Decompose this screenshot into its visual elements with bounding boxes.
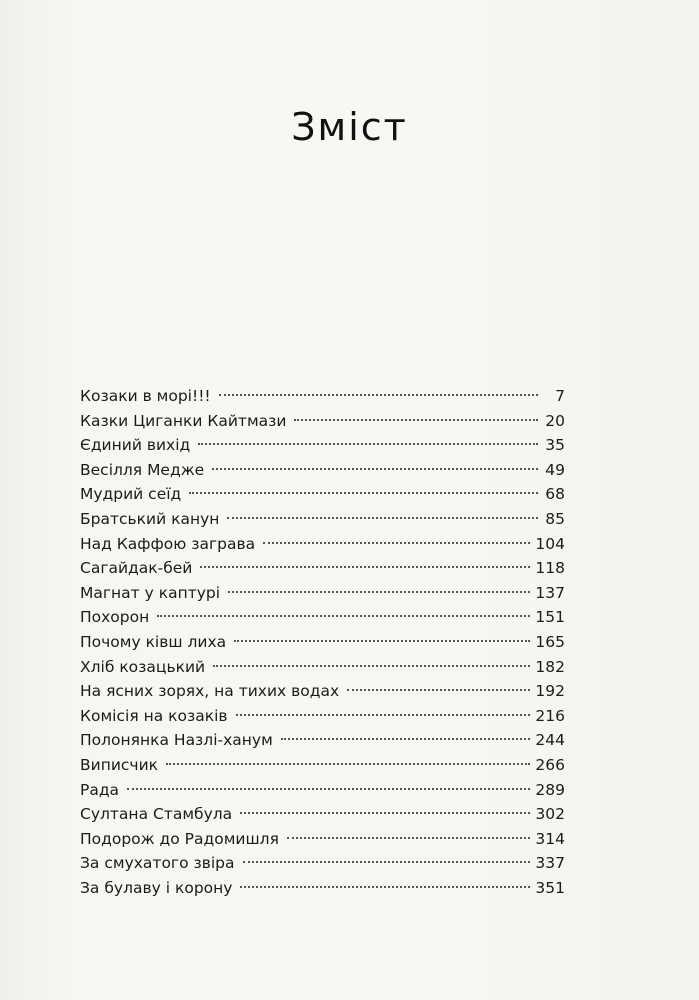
toc-entry-title: Єдиний вихід — [80, 436, 191, 455]
toc-entry-title: Почому ківш лиха — [80, 632, 227, 651]
toc-dot-leader — [189, 492, 538, 494]
toc-entry-page-number: 289 — [535, 780, 565, 799]
toc-entry-title: За смухатого звіра — [80, 854, 235, 873]
toc-dot-leader — [263, 542, 530, 544]
toc-dot-leader — [294, 419, 538, 421]
toc-entry-page-number: 192 — [535, 682, 565, 701]
page-title: Зміст — [291, 105, 408, 149]
toc-entry-title: Рада — [80, 780, 120, 799]
toc-dot-leader — [347, 689, 530, 691]
toc-dot-leader — [198, 443, 538, 445]
toc-entry-title: Магнат у каптурі — [80, 583, 221, 602]
toc-entry-page-number: 151 — [535, 608, 565, 627]
toc-entry-page-number: 7 — [555, 387, 565, 405]
toc-entry-title: Султана Стамбула — [80, 805, 233, 824]
toc-entry-title: Комісія на козаків — [80, 706, 228, 725]
toc-dot-leader — [243, 861, 531, 863]
toc-dot-leader — [166, 763, 530, 765]
toc-entry-title: Братський канун — [80, 509, 220, 528]
toc-dot-leader — [287, 837, 531, 839]
toc-entry — [80, 704, 565, 729]
toc-entry-page-number: 302 — [535, 805, 565, 824]
toc-dot-leader — [281, 738, 531, 740]
toc-dot-leader — [234, 640, 530, 642]
toc-entry — [80, 679, 565, 704]
toc-entry — [80, 482, 565, 507]
toc-dot-leader — [240, 812, 530, 814]
toc-entry-title: Весілля Медже — [80, 460, 205, 479]
toc-entry-page-number: 85 — [545, 509, 565, 528]
toc-entry-page-number: 266 — [535, 755, 565, 774]
toc-entry-title: Козаки в морі!!! — [80, 387, 211, 405]
toc-entry-title: За булаву і корону — [80, 878, 233, 897]
toc-dot-leader — [227, 517, 538, 519]
toc-entry — [80, 778, 565, 803]
toc-entry-page-number: 35 — [545, 436, 565, 455]
toc-dot-leader — [219, 394, 538, 396]
toc-entry-title: Над Каффою заграва — [80, 534, 256, 553]
toc-entry-title: Подорож до Радомишля — [80, 829, 279, 848]
toc-entry — [80, 605, 565, 630]
toc-entry-title: Мудрий сеїд — [80, 485, 182, 504]
toc-entry-title: На ясних зорях, на тихих водах — [80, 682, 340, 701]
toc-entry — [80, 384, 565, 409]
toc-entry-page-number: 244 — [535, 731, 565, 750]
toc-dot-leader — [127, 788, 530, 790]
toc-dot-leader — [240, 886, 530, 888]
toc-dot-leader — [200, 566, 530, 568]
toc-entry-title: Похорон — [80, 608, 150, 627]
toc-entry — [80, 802, 565, 827]
toc-entry-title: Хліб козацький — [80, 657, 206, 676]
toc-entry — [80, 532, 565, 557]
toc-entry-page-number: 104 — [535, 534, 565, 553]
toc-entry — [80, 655, 565, 680]
toc-entry-page-number: 20 — [545, 411, 565, 430]
toc-entry — [80, 851, 565, 876]
toc-entry-title: Казки Циганки Кайтмази — [80, 411, 287, 430]
toc-dot-leader — [236, 714, 531, 716]
toc-entry-page-number: 216 — [535, 706, 565, 725]
toc-entry — [80, 827, 565, 852]
toc-entry — [80, 433, 565, 458]
toc-entry-page-number: 165 — [535, 632, 565, 651]
toc-entry — [80, 876, 565, 901]
toc-entry — [80, 507, 565, 532]
toc-entry-page-number: 314 — [535, 829, 565, 848]
toc-dot-leader — [212, 468, 538, 470]
toc-entry-page-number: 49 — [545, 460, 565, 479]
toc-entry-page-number: 182 — [535, 657, 565, 676]
toc-entry-title: Виписчик — [80, 755, 159, 774]
toc-entry — [80, 458, 565, 483]
toc-dot-leader — [228, 591, 530, 593]
toc-dot-leader — [213, 665, 530, 667]
toc-entry — [80, 556, 565, 581]
toc-entry — [80, 630, 565, 655]
toc-entry — [80, 409, 565, 434]
toc-entry-page-number: 118 — [535, 559, 565, 578]
toc-entry-title: Полонянка Назлі-ханум — [80, 731, 273, 750]
toc-entry-page-number: 351 — [535, 878, 565, 897]
toc-entry — [80, 728, 565, 753]
toc-entry — [80, 581, 565, 606]
toc-entry-page-number: 337 — [535, 854, 565, 873]
toc-entry-page-number: 68 — [545, 485, 565, 504]
toc-entry-page-number: 137 — [535, 583, 565, 602]
toc-entry-title: Сагайдак-бей — [80, 559, 193, 578]
toc-entry — [80, 753, 565, 778]
toc-dot-leader — [157, 615, 530, 617]
table-of-contents — [80, 384, 565, 900]
